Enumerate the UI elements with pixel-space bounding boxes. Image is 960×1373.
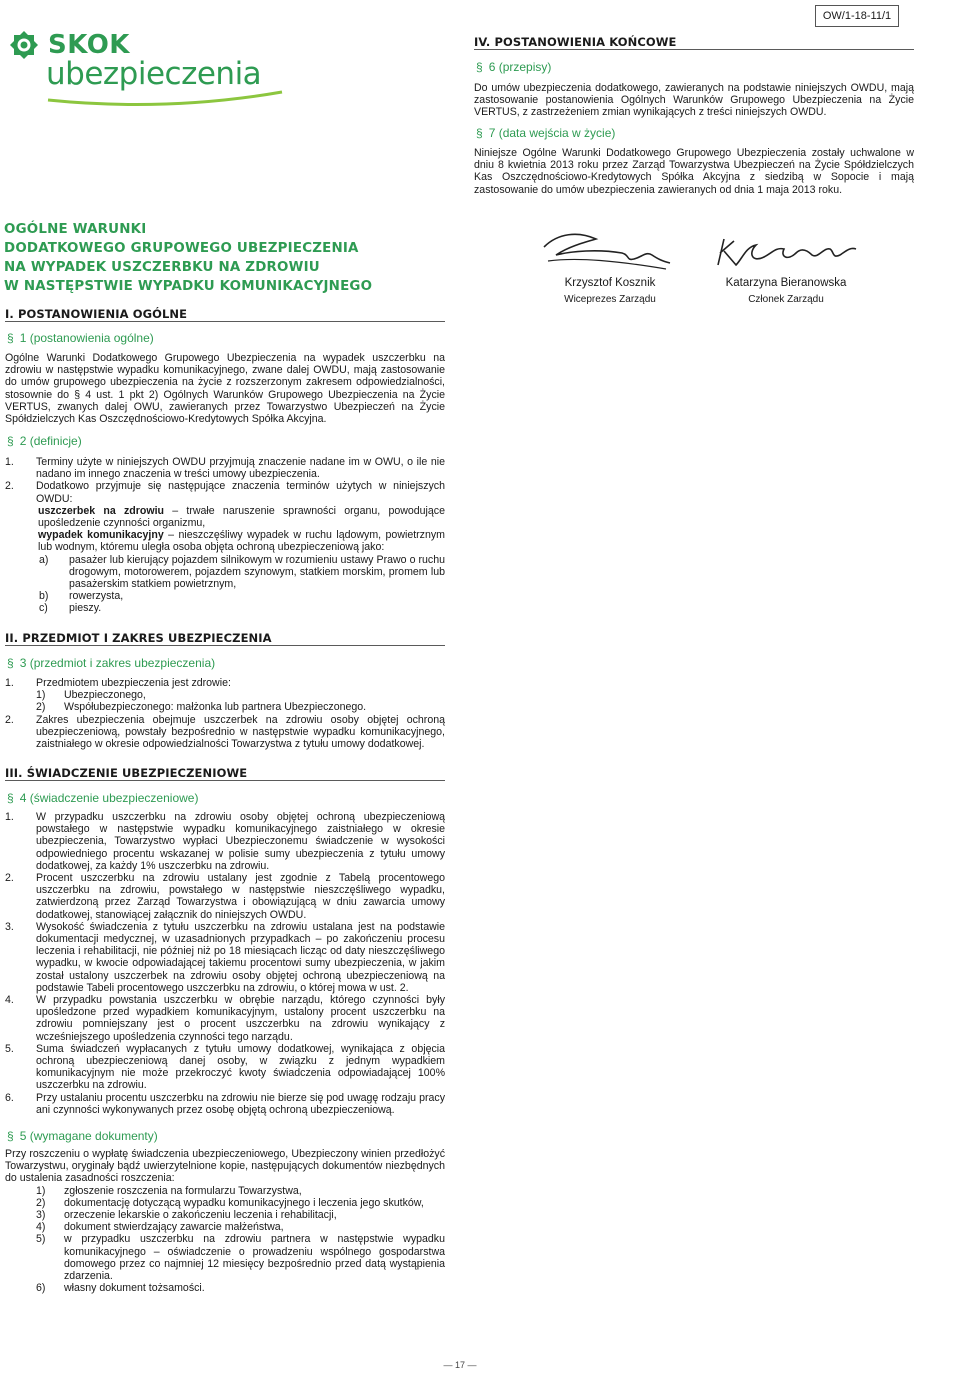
logo-swoosh [46,88,286,108]
section-3-rule [5,780,445,781]
list-item: 2) Współubezpieczonego: małżonka lub partnera Ubezpieczonego. [36,701,367,714]
paragraph-6-text: Do umów ubezpieczenia dodatkowego, zawieranych na podstawie niniejszych OWDU, mają zastosowanie postanowienia Ogólnych Warunków Grupowego Ubezpieczenia na Życie VERTUS, z zastrzeżeniem zmian wynikających z treści niniejszych OWDU. [474,82,914,119]
section-1-rule [5,321,445,322]
paragraph-1-title: § 1 (postanowienia ogólne) [7,331,154,345]
paragraph-6-title: § 6 (przepisy) [476,60,552,74]
signature-1 [530,225,690,307]
section-4-heading: IV. POSTANOWIENIA KOŃCOWE [474,35,677,49]
list-item: 2. Dodatkowo przyjmuje się następujące znaczenia terminów użytych w niniejszych OWDU: [5,480,445,505]
signature-2-scribble [712,229,862,279]
title-line-3: NA WYPADEK USZCZERBKU NA ZDROWIU [4,260,320,275]
signature-2-role: Członek Zarządu [748,294,824,305]
page-number-dash-right: — [465,1360,477,1370]
paragraph-7-text: Niniejsze Ogólne Warunki Dodatkowego Grupowego Ubezpieczenia zostały uchwalone w dniu 8 kwietnia 2013 roku przez Zarząd Towarzystwa Ubezpieczeń na Życie Spółdzielczych Kas Oszczędnościowo-Kredytowych Spółka Akcyjna z siedzibą w Sopocie i mają zastosowanie do umów ubezpieczenia zawieranych od dnia 1 maja 2013 roku. [474,147,914,196]
paragraph-2-title: § 2 (definicje) [7,434,82,448]
list-item: 6) własny dokument tożsamości. [36,1282,205,1295]
paragraph-3-title: § 3 (przedmiot i zakres ubezpieczenia) [7,656,216,670]
list-item: 1) zgłoszenie roszczenia na formularzu Towarzystwa, [36,1184,302,1197]
title-line-1: OGÓLNE WARUNKI [4,222,147,237]
list-item: 4) dokument stwierdzający zawarcie małżeństwa, [36,1221,284,1234]
list-item: 5) w przypadku uszczerbku na zdrowiu partnera w następstwie wypadku komunikacyjnego – oświadczenie o prowadzeniu wspólnego gospodarstwa domowego przez co najmniej 12 miesięcy bezpośrednio przed datą wystąpienia zdarzenia. [36,1233,445,1283]
page-number: — 17 — [443,1360,477,1370]
title-line-4: W NASTĘPSTWIE WYPADKU KOMUNIKACYJNEGO [4,279,373,294]
paragraph-7-title: § 7 (data wejścia w życie) [476,126,616,140]
list-item: 3. Wysokość świadczenia z tytułu uszczerbku na zdrowiu ustalana jest na podstawie dokumentacji medycznej, w uzasadnionych przypadkach – po zakończeniu procesu leczenia i rehabilitacji, nie później niż po 18 miesiącach licząc od daty nieszczęśliwego wypadku, w kwocie odpowiadającej takiemu procentowi sumy ubezpieczenia, w jakim został ustalony uszczerbek na zdrowiu osoby objętej ochroną ubezpieczeniową na podstawie Tabeli procentowego uszczerbku na zdrowiu, o której mowa w ust. 2. [5,920,445,994]
logo-word-skok: SKOK [48,30,130,60]
definition-2: wypadek komunikacyjny – nieszczęśliwy wypadek w ruchu lądowym, powietrznym lub wodnym, któremu uległa osoba objęta ochroną ubezpieczeniową jako: [38,529,445,554]
signature-1-name: Krzysztof Kosznik [564,277,656,289]
page-number-dash-left: — [443,1360,455,1370]
logo-word-ubezpieczenia: ubezpieczenia [46,56,262,92]
logo [6,26,286,116]
list-item: 2. Procent uszczerbku na zdrowiu ustalany jest zgodnie z Tabelą procentowego uszczerbku na zdrowiu, powstałego w następstwie nieszczęśliwego wypadku, zatwierdzoną przez Zarząd Towarzystwa i obowiązującą w dniu zawarcia umowy dodatkowej, stanowiącej załącznik do niniejszych OWDU. [5,872,445,921]
list-item: 6. Przy ustalaniu procentu uszczerbku na zdrowiu nie bierze się pod uwagę rodzaju pracy ani czynności wykonywanych przez osobę objętą ochroną ubezpieczeniową. [5,1091,445,1116]
list-item: 4. W przypadku powstania uszczerbku w obrębie narządu, którego czynności były upośledzone przed wypadkiem komunikacyjnym, ustalony procent uszczerbku na zdrowiu pomniejszany jest o procent uszczerbku na zdrowiu wynikający z wcześniejszego upośledzenia czynności tego narządu. [5,994,445,1043]
paragraph-2-body [5,456,445,615]
paragraph-3-body [5,677,445,750]
skok-shield-icon [6,29,42,65]
list-item: 1. Terminy użyte w niniejszych OWDU przyjmują znaczenie nadane im w OWU, o ile nie nadano im innego znaczenia w treści umowy ubezpieczenia. [5,456,445,481]
title-line-2: DODATKOWEGO GRUPOWEGO UBEZPIECZENIA [4,241,359,256]
section-4-rule [474,49,914,50]
list-item: 1) Ubezpieczonego, [36,689,146,702]
document-code: OW/1-18-11/1 [822,10,892,22]
paragraph-5-body [5,1148,445,1294]
list-item: 1. Przedmiotem ubezpieczenia jest zdrowie: [5,677,231,689]
section-2-heading: II. PRZEDMIOT I ZAKRES UBEZPIECZENIA [5,631,272,645]
paragraph-4-body [5,811,445,1116]
list-item: b) rowerzysta, [39,590,124,603]
list-item: 3) orzeczenie lekarskie o zakończeniu leczenia i rehabilitacji, [36,1209,337,1222]
section-2-rule [5,645,445,646]
document-code-box [815,5,899,27]
paragraph-1-text: Ogólne Warunki Dodatkowego Grupowego Ubezpieczenia na wypadek uszczerbku na zdrowiu w następstwie wypadku komunikacyjnego, zwane dalej OWDU, mają zastosowanie do umów grupowego ubezpieczenia na życie z rozszerzonym zakresem odpowiedzialności, stosownie do § 4 ust. 1 pkt 2) Ogólnych Warunków Grupowego Ubezpieczenia na Życie VERTUS, zwanych dalej OWU, zawieranych przez Towarzystwo Ubezpieczeń na Życie Spółdzielczych Kas Oszczędnościowo-Kredytowych Spółka Akcyjna. [5,352,445,426]
list-item: 2. Zakres ubezpieczenia obejmuje uszczerbek na zdrowiu osoby objętej ochroną ubezpieczeniową, powstały bezpośrednio w następstwie wypadku komunikacyjnego, zaistniałego w okresie odpowiedzialności Towarzystwa z tytułu umowy dodatkowej. [5,713,445,751]
signature-1-role: Wiceprezes Zarządu [564,294,656,305]
signature-2-name: Katarzyna Bieranowska [725,277,847,289]
signature-1-scribble [538,225,678,275]
list-item: 2) dokumentację dotyczącą wypadku komunikacyjnego i leczenia jego skutków, [36,1196,424,1209]
paragraph-5-title: § 5 (wymagane dokumenty) [7,1129,158,1143]
list-item: 1. W przypadku uszczerbku na zdrowiu osoby objętej ochroną ubezpieczeniową powstałego w następstwie wypadku komunikacyjnego zaistniałego w okresie ubezpieczenia, Towarzystwo wypłaci Ubezpieczonemu świadczenie w wysokości odpowiedniego procentu wskazanej w polisie sumy ubezpieczenia z tytułu umowy dodatkowej, za każdy 1% uszczerbku na zdrowiu. [5,811,445,872]
definition-1: uszczerbek na zdrowiu – trwałe naruszenie sprawności organu, powodujące upośledzenie czynności organizmu, [38,504,445,530]
list-item: c) pieszy. [39,602,102,615]
list-item: 5. Suma świadczeń wypłacanych z tytułu umowy dodatkowej, wynikająca z objęcia ochroną ubezpieczeniową danej osoby, w związku z jednym wypadkiem komunikacyjnym nie może przekroczyć kwoty świadczenia odpowiadającej 100% uszczerbku na zdrowiu. [5,1042,445,1092]
signature-2 [706,225,866,307]
paragraph-4-title: § 4 (świadczenie ubezpieczeniowe) [7,791,199,805]
document-title [4,220,464,296]
section-3-heading: III. ŚWIADCZENIE UBEZPIECZENIOWE [5,766,248,780]
paragraph-5-intro: Przy roszczeniu o wypłatę świadczenia ubezpieczeniowego, Ubezpieczony winien przedłożyć Towarzystwu, oryginały bądź uwierzytelnione kopie, następujących dokumentów niezbędnych do ustalenia zasadności roszczenia: [5,1148,445,1185]
list-item: a) pasażer lub kierujący pojazdem silnikowym w rozumieniu ustawy Prawo o ruchu drogowym, motorowerem, pojazdem szynowym, statkiem morskim, promem lub pasażerskim statkiem powietrznym, [39,553,445,591]
section-1-heading: I. POSTANOWIENIA OGÓLNE [5,307,188,321]
